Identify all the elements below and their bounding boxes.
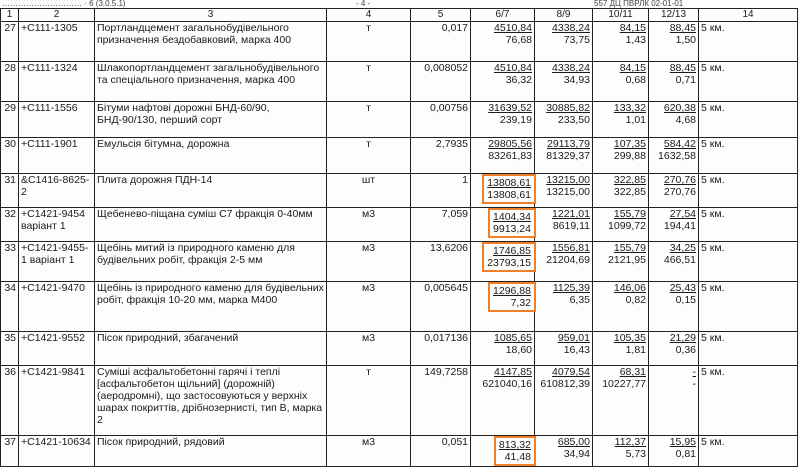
col-header: 14 <box>699 9 798 22</box>
total-amount: - <box>692 378 696 390</box>
highlight-box <box>488 208 536 238</box>
row-number: 35 <box>1 332 19 366</box>
value-pair <box>473 366 532 390</box>
unit-price: 34,25 <box>669 242 696 254</box>
cost-col-6-7 <box>471 282 535 332</box>
total-amount: 83261,83 <box>488 150 532 162</box>
value-pair <box>651 332 696 356</box>
unit: т <box>327 62 411 102</box>
quantity: 1 <box>411 174 471 208</box>
cost-col-6-7 <box>471 242 535 282</box>
unit-price: 4338,24 <box>552 22 590 34</box>
value-pair <box>651 242 696 266</box>
col-header: 12/13 <box>649 9 699 22</box>
unit-price: 146,06 <box>613 282 646 294</box>
total-amount: 233,50 <box>557 114 590 126</box>
cost-col-6-7 <box>471 174 535 208</box>
row-number: 34 <box>1 282 19 332</box>
total-amount: 0,81 <box>675 448 696 460</box>
row-number: 36 <box>1 366 19 436</box>
col-header: 3 <box>95 9 327 22</box>
cost-col-8-9 <box>535 138 593 174</box>
total-amount: 8619,11 <box>552 220 590 232</box>
unit-price: - <box>692 366 696 378</box>
cost-col-12-13 <box>649 174 699 208</box>
table-row <box>1 62 798 102</box>
cost-col-10-11 <box>593 366 649 436</box>
resource-name: Пісок природний, рядовий <box>95 436 327 467</box>
unit: т <box>327 138 411 174</box>
total-amount: 16,43 <box>563 344 590 356</box>
cost-col-6-7 <box>471 366 535 436</box>
value-pair <box>651 436 696 460</box>
value-pair <box>595 138 646 162</box>
total-amount: 0,15 <box>675 294 696 306</box>
unit-price: 13808,61 <box>487 177 531 189</box>
unit: т <box>327 102 411 138</box>
col-header: 5 <box>411 9 471 22</box>
cost-col-8-9 <box>535 174 593 208</box>
unit-price: 959,01 <box>557 332 590 344</box>
value-pair <box>595 208 646 232</box>
highlight-box <box>494 436 536 466</box>
unit-price: 155,79 <box>613 242 646 254</box>
unit-price: 620,38 <box>663 102 696 114</box>
table-row <box>1 174 798 208</box>
total-amount: 73,75 <box>563 34 590 46</box>
unit-price: 30885,82 <box>546 102 590 114</box>
total-amount: 7,32 <box>510 297 531 309</box>
total-amount: 36,32 <box>505 74 532 86</box>
cost-col-8-9 <box>535 242 593 282</box>
resource-name: Суміші асфальтобетонні гарячі і теплі [асфальтобетон щільний] (дорожній)(аеродромні), що застосовуються у верхніх шарах покриттів, дрібнозернисті, тип В, марка 2 <box>95 366 327 436</box>
resource-name: Портландцемент загальнобудівельного призначення бездобавковий, марка 400 <box>95 22 327 62</box>
cost-col-12-13 <box>649 332 699 366</box>
cost-col-8-9 <box>535 282 593 332</box>
cost-col-10-11 <box>593 102 649 138</box>
unit-price: 270,76 <box>663 174 696 186</box>
page-header-strip <box>0 0 800 8</box>
total-amount: 41,48 <box>504 451 531 463</box>
cost-col-6-7 <box>471 22 535 62</box>
highlight-box <box>482 242 536 272</box>
resource-name: Пісок природний, збагачений <box>95 332 327 366</box>
value-pair <box>473 102 532 126</box>
value-pair <box>651 102 696 126</box>
unit-price: 4079,54 <box>552 366 590 378</box>
cost-col-8-9 <box>535 62 593 102</box>
table-row <box>1 436 798 467</box>
unit: шт <box>327 174 411 208</box>
value-pair <box>473 332 532 356</box>
value-pair <box>537 138 590 162</box>
value-pair <box>595 242 646 266</box>
unit-price: 155,79 <box>613 208 646 220</box>
table-row <box>1 22 798 62</box>
value-pair <box>651 208 696 232</box>
unit-price: 584,42 <box>663 138 696 150</box>
resource-name: Шлакопортландцемент загальнобудівельного та спеціального призначення, марка 400 <box>95 62 327 102</box>
unit-price: 13215,00 <box>546 174 590 186</box>
unit: т <box>327 366 411 436</box>
cost-col-12-13 <box>649 138 699 174</box>
cost-col-8-9 <box>535 208 593 242</box>
row-number: 31 <box>1 174 19 208</box>
col-header: 2 <box>19 9 95 22</box>
value-pair <box>473 22 532 46</box>
quantity: 0,008052 <box>411 62 471 102</box>
col-header: 4 <box>327 9 411 22</box>
unit-price: 1221,01 <box>552 208 590 220</box>
value-pair <box>595 332 646 356</box>
total-amount: 34,94 <box>563 448 590 460</box>
quantity: 7,059 <box>411 208 471 242</box>
quantity: 13,6206 <box>411 242 471 282</box>
unit-price: 4338,24 <box>552 62 590 74</box>
row-number: 27 <box>1 22 19 62</box>
unit-price: 88,45 <box>669 62 696 74</box>
value-pair <box>651 22 696 46</box>
unit-price: 112,37 <box>614 436 646 448</box>
cost-col-12-13 <box>649 242 699 282</box>
unit-price: 84,15 <box>619 22 646 34</box>
total-amount: 0,82 <box>625 294 646 306</box>
unit: м3 <box>327 282 411 332</box>
distance: 5 км. <box>699 62 798 102</box>
resource-code: +С1421-9470 <box>19 282 95 332</box>
resource-code: +С1421-9455-1 варіант 1 <box>19 242 95 282</box>
resource-name: Бітуми нафтові дорожні БНД-60/90, БНД-90/130, перший сорт <box>95 102 327 138</box>
resource-code: +С1421-9841 <box>19 366 95 436</box>
total-amount: 194,41 <box>663 220 696 232</box>
cost-col-6-7 <box>471 138 535 174</box>
unit-price: 27,54 <box>669 208 696 220</box>
value-pair <box>595 22 646 46</box>
unit: м3 <box>327 242 411 282</box>
value-pair <box>473 62 532 86</box>
resource-name: Емульсія бітумна, дорожна <box>95 138 327 174</box>
total-amount: 23793,15 <box>487 257 531 269</box>
total-amount: 610812,39 <box>540 378 590 390</box>
unit: т <box>327 22 411 62</box>
cost-col-6-7 <box>471 62 535 102</box>
quantity: 0,005645 <box>411 282 471 332</box>
unit-price: 1746,85 <box>493 245 531 257</box>
unit-price: 1125,39 <box>552 282 590 294</box>
total-amount: 13215,00 <box>546 186 590 198</box>
value-pair <box>595 174 646 198</box>
value-pair <box>537 102 590 126</box>
unit-price: 105,35 <box>613 332 646 344</box>
distance: 5 км. <box>699 138 798 174</box>
cost-col-10-11 <box>593 174 649 208</box>
value-pair <box>651 282 696 306</box>
table-row <box>1 282 798 332</box>
distance: 5 км. <box>699 366 798 436</box>
page-header-left: ………………………… · 6 (3.0.5.1) <box>2 0 126 8</box>
distance: 5 км. <box>699 436 798 467</box>
total-amount: 4,68 <box>675 114 696 126</box>
resource-name: Щебінь із природного каменю для будівельних робіт, фракція 10-20 мм, марка М400 <box>95 282 327 332</box>
materials-table <box>0 8 798 467</box>
distance: 5 км. <box>699 22 798 62</box>
distance: 5 км. <box>699 282 798 332</box>
total-amount: 322,85 <box>613 186 646 198</box>
cost-col-8-9 <box>535 332 593 366</box>
unit-price: 4510,84 <box>494 62 532 74</box>
cost-col-10-11 <box>593 208 649 242</box>
resource-name: Щебенево-піщана суміш С7 фракція 0-40мм <box>95 208 327 242</box>
total-amount: 2121,95 <box>608 254 646 266</box>
value-pair <box>651 138 696 162</box>
cost-col-10-11 <box>593 282 649 332</box>
resource-code: &С1416-8625-2 <box>19 174 95 208</box>
cost-col-12-13 <box>649 62 699 102</box>
value-pair <box>537 436 590 460</box>
unit-price: 4510,84 <box>494 22 532 34</box>
total-amount: 9913,24 <box>493 223 531 235</box>
cost-col-10-11 <box>593 22 649 62</box>
value-pair <box>537 208 590 232</box>
col-header: 6/7 <box>471 9 535 22</box>
total-amount: 270,76 <box>663 186 696 198</box>
total-amount: 81329,37 <box>546 150 590 162</box>
total-amount: 1,81 <box>625 344 646 356</box>
col-header: 8/9 <box>535 9 593 22</box>
resource-code: +С1421-9454 варіант 1 <box>19 208 95 242</box>
distance: 5 км. <box>699 332 798 366</box>
resource-code: +С111-1901 <box>19 138 95 174</box>
resource-name: Плита дорожня ПДН-14 <box>95 174 327 208</box>
total-amount: 1,01 <box>625 114 646 126</box>
total-amount: 299,88 <box>613 150 646 162</box>
highlight-box <box>482 174 536 204</box>
unit-price: 133,32 <box>613 102 646 114</box>
value-pair <box>651 366 696 390</box>
value-pair <box>537 174 590 198</box>
row-number: 32 <box>1 208 19 242</box>
cost-col-12-13 <box>649 22 699 62</box>
unit-price: 4147,85 <box>494 366 532 378</box>
total-amount: 466,51 <box>663 254 696 266</box>
row-number: 28 <box>1 62 19 102</box>
total-amount: 5,73 <box>625 448 646 460</box>
unit-price: 29805,56 <box>488 138 532 150</box>
cost-col-8-9 <box>535 102 593 138</box>
cost-col-12-13 <box>649 102 699 138</box>
total-amount: 18,60 <box>505 344 532 356</box>
col-header: 10/11 <box>593 9 649 22</box>
total-amount: 0,68 <box>625 74 646 86</box>
unit-price: 31639,52 <box>488 102 532 114</box>
cost-col-12-13 <box>649 282 699 332</box>
total-amount: 34,93 <box>563 74 590 86</box>
value-pair <box>537 282 590 306</box>
value-pair <box>595 366 646 390</box>
total-amount: 13808,61 <box>487 189 531 201</box>
unit-price: 1404,34 <box>493 211 531 223</box>
distance: 5 км. <box>699 102 798 138</box>
cost-col-8-9 <box>535 22 593 62</box>
cost-col-12-13 <box>649 366 699 436</box>
unit: м3 <box>327 208 411 242</box>
quantity: 2,7935 <box>411 138 471 174</box>
highlight-box <box>488 282 536 312</box>
cost-col-6-7 <box>471 332 535 366</box>
unit-price: 29113,79 <box>546 138 590 150</box>
value-pair <box>537 332 590 356</box>
unit-price: 322,85 <box>613 174 646 186</box>
unit: м3 <box>327 332 411 366</box>
table-row <box>1 138 798 174</box>
cost-col-10-11 <box>593 332 649 366</box>
total-amount: 21204,69 <box>546 254 590 266</box>
resource-code: +С111-1556 <box>19 102 95 138</box>
table-row <box>1 102 798 138</box>
value-pair <box>595 282 646 306</box>
total-amount: 0,71 <box>675 74 696 86</box>
value-pair <box>651 174 696 198</box>
unit-price: 88,45 <box>669 22 696 34</box>
page-header-middle: - 4 - <box>356 0 371 8</box>
resource-code: +С111-1324 <box>19 62 95 102</box>
value-pair <box>651 62 696 86</box>
cost-col-10-11 <box>593 138 649 174</box>
resource-code: +С1421-9552 <box>19 332 95 366</box>
value-pair <box>537 62 590 86</box>
resource-code: +С111-1305 <box>19 22 95 62</box>
distance: 5 км. <box>699 174 798 208</box>
total-amount: 6,35 <box>569 294 590 306</box>
total-amount: 239,19 <box>499 114 532 126</box>
unit-price: 21,29 <box>669 332 696 344</box>
cost-col-8-9 <box>535 366 593 436</box>
row-number: 30 <box>1 138 19 174</box>
total-amount: 1,43 <box>625 34 646 46</box>
value-pair <box>473 138 532 162</box>
value-pair <box>537 366 590 390</box>
total-amount: 1632,58 <box>658 150 696 162</box>
row-number: 33 <box>1 242 19 282</box>
quantity: 0,051 <box>411 436 471 467</box>
value-pair <box>537 22 590 46</box>
unit-price: 68,31 <box>619 366 646 378</box>
total-amount: 10227,77 <box>602 378 646 390</box>
table-row <box>1 366 798 436</box>
distance: 5 км. <box>699 242 798 282</box>
cost-col-10-11 <box>593 436 649 467</box>
total-amount: 1099,72 <box>608 220 646 232</box>
page-header-right: 557 ДЦ ПВРЛК 02-01-01 <box>594 0 684 8</box>
resource-code: +С1421-10634 <box>19 436 95 467</box>
unit-price: 84,15 <box>619 62 646 74</box>
row-number: 37 <box>1 436 19 467</box>
total-amount: 1,50 <box>675 34 696 46</box>
unit-price: 685,00 <box>557 436 590 448</box>
quantity: 0,017 <box>411 22 471 62</box>
quantity: 0,00756 <box>411 102 471 138</box>
cost-col-6-7 <box>471 102 535 138</box>
table-row <box>1 332 798 366</box>
cost-col-10-11 <box>593 62 649 102</box>
value-pair <box>595 62 646 86</box>
column-number-row <box>1 9 798 22</box>
unit-price: 1556,81 <box>552 242 590 254</box>
table-row <box>1 208 798 242</box>
unit-price: 107,35 <box>613 138 646 150</box>
quantity: 149,7258 <box>411 366 471 436</box>
unit-price: 1085,65 <box>494 332 532 344</box>
distance: 5 км. <box>699 208 798 242</box>
unit: м3 <box>327 436 411 467</box>
cost-col-8-9 <box>535 436 593 467</box>
unit-price: 813,32 <box>498 439 531 451</box>
value-pair <box>537 242 590 266</box>
total-amount: 0,36 <box>675 344 696 356</box>
unit-price: 1296,88 <box>493 285 531 297</box>
unit-price: 15,95 <box>669 436 696 448</box>
cost-col-6-7 <box>471 208 535 242</box>
resource-name: Щебінь митий із природного каменю для будівельних робіт, фракція 2-5 мм <box>95 242 327 282</box>
value-pair <box>595 436 646 460</box>
unit-price: 25,43 <box>669 282 696 294</box>
cost-col-10-11 <box>593 242 649 282</box>
row-number: 29 <box>1 102 19 138</box>
value-pair <box>595 102 646 126</box>
table-row <box>1 242 798 282</box>
cost-col-12-13 <box>649 208 699 242</box>
total-amount: 76,68 <box>505 34 532 46</box>
cost-col-6-7 <box>471 436 535 467</box>
total-amount: 621040,16 <box>482 378 532 390</box>
col-header: 1 <box>1 9 19 22</box>
quantity: 0,017136 <box>411 332 471 366</box>
cost-col-12-13 <box>649 436 699 467</box>
